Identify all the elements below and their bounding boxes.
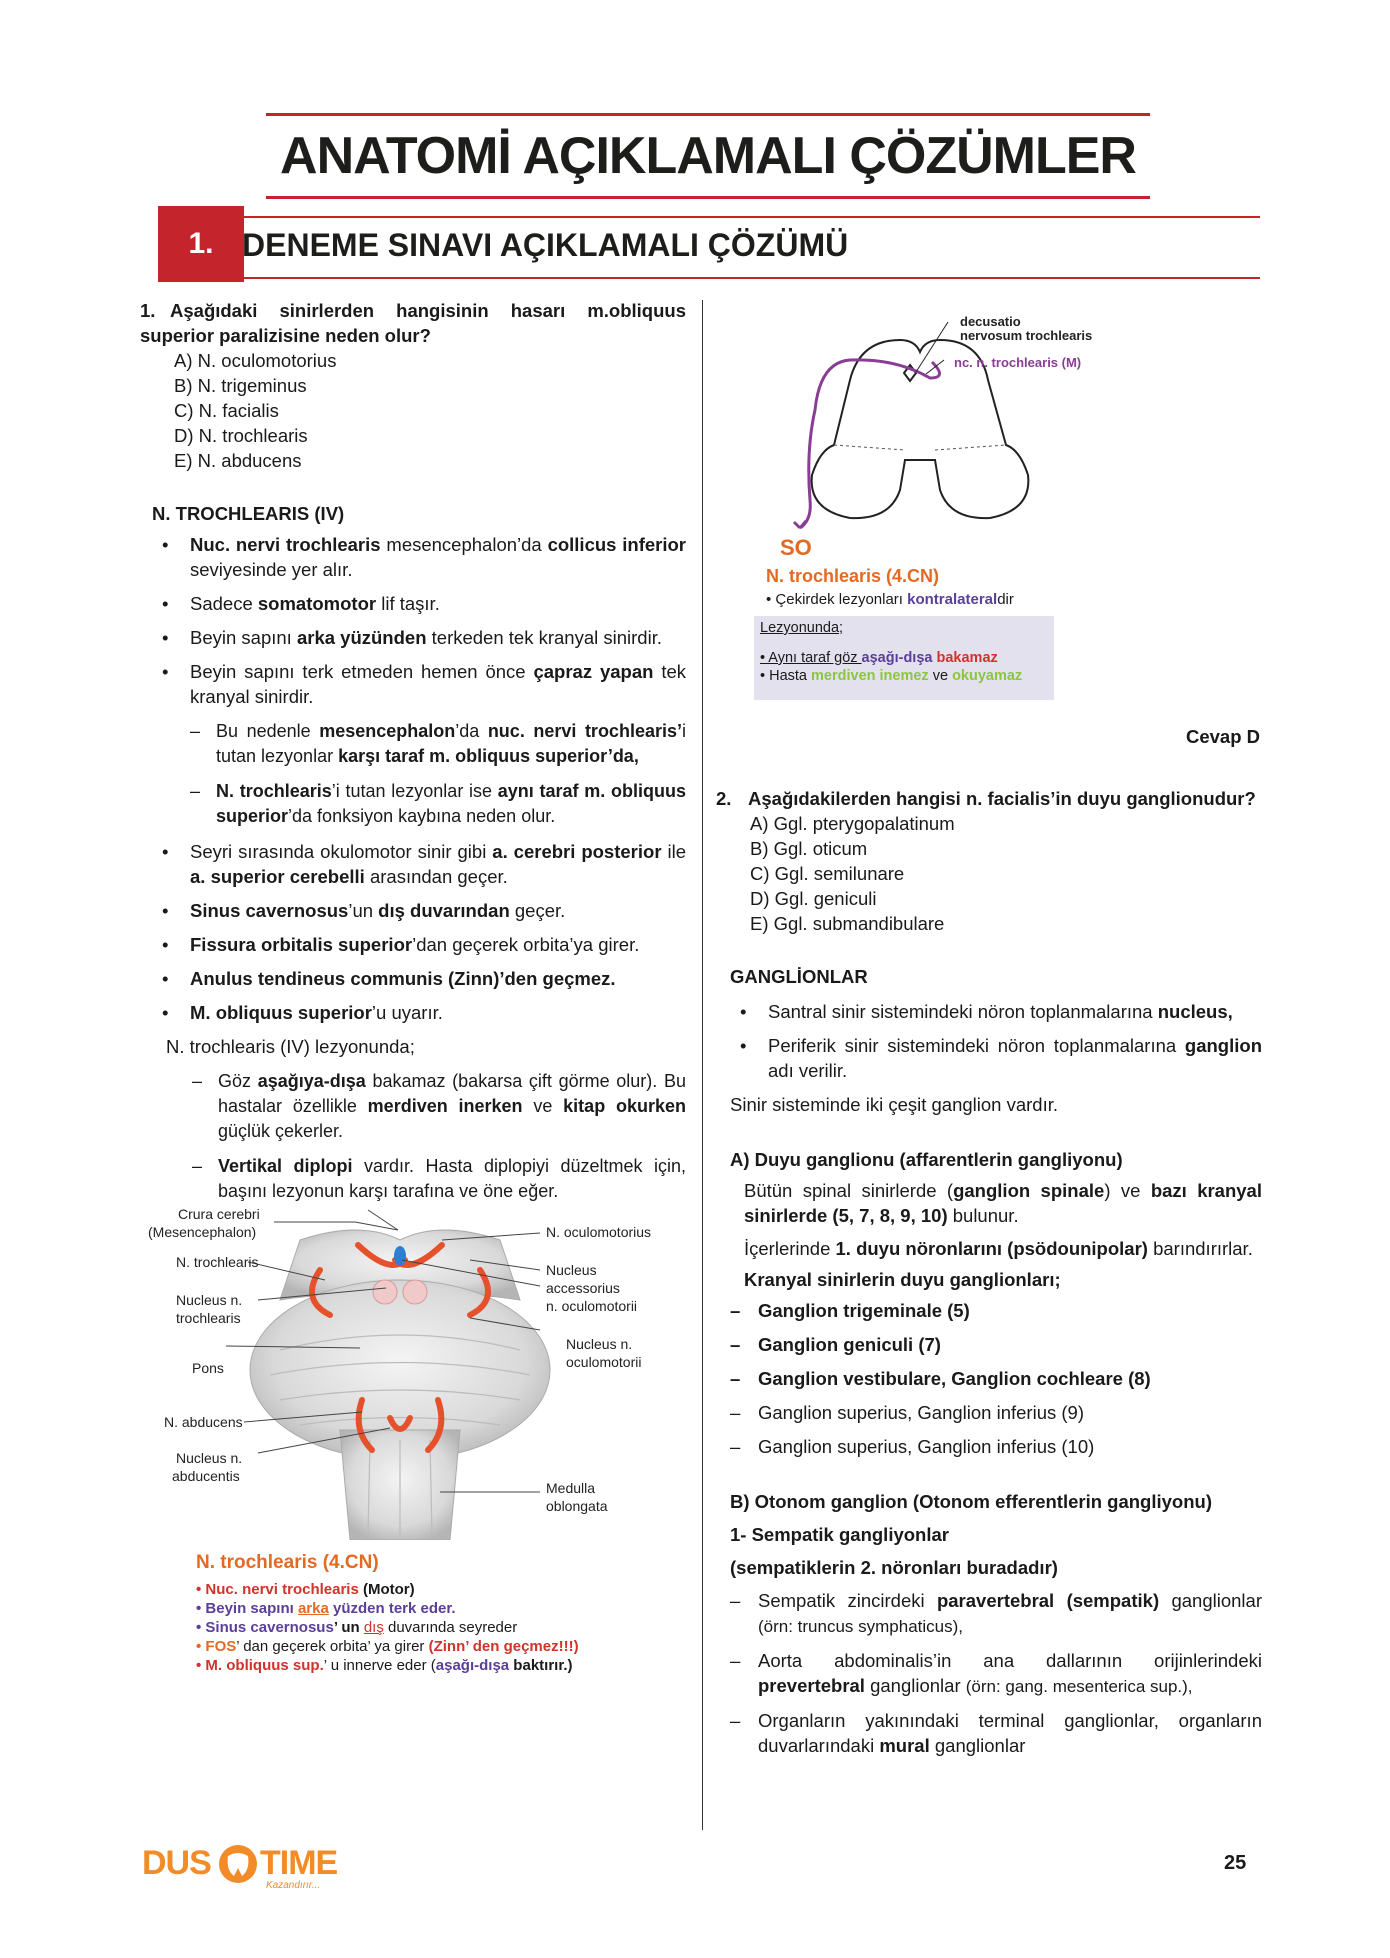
q1-option-a: A) N. oculomotorius	[174, 350, 337, 371]
page-number: 25	[1224, 1852, 1247, 1874]
q2-option-a: A) Ggl. pterygopalatinum	[750, 813, 955, 834]
sympathetic-heading: 1- Sempatik gangliyonlar	[730, 1524, 949, 1545]
caption-line-1: • Nuc. nervi trochlearis (Motor)	[196, 1581, 415, 1598]
list-item: – Ganglion vestibulare, Ganglion cochleare (8)	[720, 1366, 1262, 1391]
section-title: DENEME SINAVI AÇIKLAMALI ÇÖZÜMÜ	[242, 227, 849, 263]
list-item: – Ganglion geniculi (7)	[720, 1332, 1262, 1357]
list-item: • Beyin sapını arka yüzünden terkeden tek kranyal sinirdir.	[152, 625, 686, 650]
label-nucleus-accessorius-1: Nucleus	[546, 1262, 597, 1278]
list-item: – Vertikal diplopi vardır. Hasta diplopiyi düzeltmek için, başını lezyonun karşı tarafına ve öne eğer.	[192, 1154, 686, 1204]
list-item: • M. obliquus superior’u uyarır.	[152, 1000, 686, 1025]
label-n-oculomotorius: N. oculomotorius	[546, 1224, 652, 1240]
label-nucleus-accessorius-3: n. oculomotorii	[546, 1298, 638, 1314]
two-types-text: Sinir sisteminde iki çeşit ganglion vardır.	[730, 1094, 1059, 1115]
lesion-box-line-2: • Hasta merdiven inemez ve okuyamaz	[760, 668, 1023, 684]
logo-text-time: TIME	[260, 1844, 338, 1882]
label-decussatio-2: nervosum trochlearis	[960, 328, 1093, 343]
title-rule-bottom	[266, 196, 1150, 199]
list-item: • Nuc. nervi trochlearis mesencephalon’da collicus inferior seviyesinde yer alır.	[152, 532, 686, 582]
caption-line-2: • Beyin sapını arka yüzden terk eder.	[196, 1600, 456, 1617]
caption-title: N. trochlearis (4.CN)	[196, 1552, 379, 1573]
logo-text-dus: DUS	[142, 1844, 211, 1882]
right-caption-title: N. trochlearis (4.CN)	[766, 566, 940, 586]
q2-option-e: E) Ggl. submandibulare	[750, 913, 945, 934]
dustime-logo	[142, 1840, 338, 1895]
right-caption-line: • Çekirdek lezyonları kontralateraldir	[766, 591, 1014, 608]
label-so: SO	[780, 535, 812, 560]
list-item: – N. trochlearis’i tutan lezyonlar ise aynı taraf m. obliquus superior’da fonksiyon kaybına neden olur.	[190, 779, 686, 829]
list-item: • Santral sinir sistemindeki nöron toplanmalarına nucleus,	[730, 999, 1262, 1024]
q1-option-b: B) N. trigeminus	[174, 375, 307, 396]
page-title: ANATOMİ AÇIKLAMALI ÇÖZÜMLER	[280, 127, 1136, 185]
list-item: • Sinus cavernosus’un dış duvarından geçer.	[152, 898, 686, 923]
caption-line-5: • M. obliquus sup.’ u innerve eder (aşağı-dışa baktırır.)	[196, 1657, 573, 1674]
right-column	[716, 786, 1262, 1767]
list-item: – Sempatik zincirdeki paravertebral (sempatik) ganglionlar (örn: truncus symphaticus),	[720, 1588, 1262, 1639]
caption-line-4: • FOS’ dan geçerek orbita’ ya girer (Zinn’ den geçmez!!!)	[196, 1638, 579, 1655]
q2-option-c: C) Ggl. semilunare	[750, 863, 905, 884]
label-mesencephalon: (Mesencephalon)	[148, 1224, 257, 1240]
q1-option-e: E) N. abducens	[174, 450, 302, 471]
label-nucleus-trochlearis-2: trochlearis	[176, 1310, 241, 1326]
label-nc-trochlearis: nc. n. trochlearis (M)	[954, 355, 1082, 370]
label-crura-cerebri: Crura cerebri	[178, 1206, 260, 1222]
q2-options	[716, 811, 1262, 936]
left-column	[140, 298, 686, 1214]
q2-option-b: B) Ggl. oticum	[750, 838, 868, 859]
column-divider	[702, 300, 703, 1830]
list-item: • Beyin sapını terk etmeden hemen önce çapraz yapan tek kranyal sinirdir. – Bu nedenle mesencephalon’da nuc. nervi trochlearis’i tutan lezyonlar karşı taraf m. obliquus superior’da, – N. trochlearis’i tutan lezyonlar ise aynı taraf m. obliquus superior’da fonksiyon kaybına neden olur.	[152, 659, 686, 829]
lesion-box	[754, 616, 1054, 700]
list-item: – Göz aşağıya-dışa bakamaz (bakarsa çift görme olur). Bu hastalar özellikle merdiven inerken ve kitap okurken güçlük çekerler.	[192, 1069, 686, 1144]
answer-label: Cevap D	[1185, 726, 1260, 747]
label-decussatio-1: decusatio	[960, 314, 1021, 329]
section-rule-bottom	[244, 277, 1260, 279]
list-item: • Seyri sırasında okulomotor sinir gibi a. cerebri posterior ile a. superior cerebelli arasından geçer.	[152, 839, 686, 889]
lesion-list	[140, 1069, 686, 1204]
autonomic-ganglion-heading: B) Otonom ganglion (Otonom efferentlerin gangliyonu)	[730, 1491, 1212, 1512]
section-number: 1.	[158, 206, 244, 282]
caption-line-3: • Sinus cavernosus’ un dış duvarında seyreder	[196, 1619, 518, 1636]
label-medulla-2: oblongata	[546, 1498, 608, 1514]
label-pons: Pons	[192, 1360, 224, 1376]
label-nucleus-accessorius-2: accessorius	[546, 1280, 620, 1296]
label-n-trochlearis: N. trochlearis	[176, 1254, 259, 1270]
label-nucleus-abducentis-1: Nucleus n.	[176, 1450, 243, 1466]
logo-tagline: Kazandırır...	[266, 1880, 321, 1891]
left-figure-caption	[196, 1552, 579, 1675]
list-item: • Fissura orbitalis superior’dan geçerek orbita’ya girer.	[152, 932, 686, 957]
list-item: – Bu nedenle mesencephalon’da nuc. nervi trochlearis’i tutan lezyonlar karşı taraf m. obliquus superior’da,	[190, 719, 686, 769]
section-rule-top	[244, 216, 1260, 218]
q1-options	[140, 348, 686, 473]
right-figure-caption	[766, 566, 1014, 608]
q2-option-d: D) Ggl. geniculi	[750, 888, 877, 909]
list-item: – Ganglion trigeminale (5)	[720, 1298, 1262, 1323]
ganglia-defs	[730, 999, 1262, 1083]
label-nucleus-oculomotorii-2: oculomotorii	[566, 1354, 642, 1370]
question-1: 1. Aşağıdaki sinirlerden hangisinin hasarı m.obliquus superior paralizisine neden olur?	[140, 300, 686, 346]
sympathetic-subheading: (sempatiklerin 2. nöronları buradadır)	[730, 1557, 1058, 1578]
label-n-abducens: N. abducens	[164, 1414, 243, 1430]
label-medulla-1: Medulla	[546, 1480, 596, 1496]
list-item: – Organların yakınındaki terminal ganglionlar, organların duvarlarındaki mural ganglionlar	[720, 1708, 1262, 1758]
cranial-ganglia-list	[720, 1298, 1262, 1459]
lesion-box-title: Lezyonunda;	[760, 620, 844, 636]
trochlearis-list	[152, 532, 686, 1025]
cranial-ganglia-heading: Kranyal sinirlerin duyu ganglionları;	[744, 1269, 1061, 1290]
lesion-intro: N. trochlearis (IV) lezyonunda;	[166, 1036, 415, 1057]
label-nucleus-trochlearis-1: Nucleus n.	[176, 1292, 243, 1308]
ganglia-heading: GANGLİONLAR	[730, 966, 868, 987]
list-item: • Sadece somatomotor lif taşır.	[152, 591, 686, 616]
sympathetic-list	[720, 1588, 1262, 1758]
question-2: 2. Aşağıdakilerden hangisi n. facialis’in duyu ganglionudur?	[716, 788, 1256, 809]
trochlearis-heading: N. TROCHLEARIS (IV)	[152, 503, 345, 524]
title-rule-top	[266, 113, 1150, 116]
pseudounipolar-text: İçerlerinde 1. duyu nöronlarını (psödounipolar) barındırırlar.	[744, 1238, 1253, 1259]
list-item: • Anulus tendineus communis (Zinn)’den geçmez.	[152, 966, 686, 991]
label-nucleus-oculomotorii-1: Nucleus n.	[566, 1336, 633, 1352]
spinal-text: Bütün spinal sinirlerde (ganglion spinale) ve bazı kranyal sinirlerde (5, 7, 8, 9, 10) bulunur.	[744, 1180, 1262, 1226]
q1-option-c: C) N. facialis	[174, 400, 279, 421]
q1-option-d: D) N. trochlearis	[174, 425, 308, 446]
sensory-ganglion-heading: A) Duyu ganglionu (affarentlerin gangliyonu)	[730, 1149, 1123, 1170]
list-item: – Ganglion superius, Ganglion inferius (10)	[720, 1434, 1262, 1459]
list-item: – Ganglion superius, Ganglion inferius (9)	[720, 1400, 1262, 1425]
list-item: • Periferik sinir sistemindeki nöron toplanmalarına ganglion adı verilir.	[730, 1033, 1262, 1083]
lesion-box-line-1: • Aynı taraf göz aşağı-dışa bakamaz	[760, 650, 998, 666]
list-item: – Aorta abdominalis’in ana dallarının orijinlerindeki prevertebral ganglionlar (örn: gang. mesenterica sup.),	[720, 1648, 1262, 1699]
label-nucleus-abducentis-2: abducentis	[172, 1468, 240, 1484]
